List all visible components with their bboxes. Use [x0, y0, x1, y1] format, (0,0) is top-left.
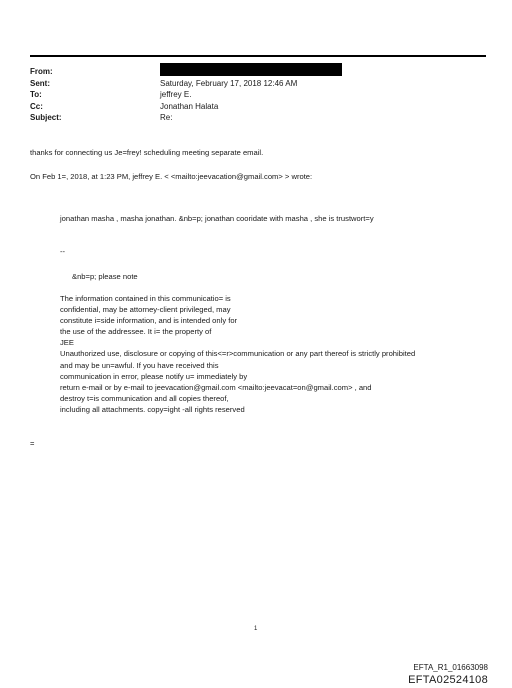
header-divider	[30, 55, 486, 57]
subject-row	[30, 112, 342, 124]
from-label: From:	[30, 67, 53, 76]
reply-line: thanks for connecting us Je=frey! scheduling meeting separate email.	[30, 148, 264, 157]
email-header	[30, 66, 342, 124]
quoted-message: jonathan masha , masha jonathan. &nb=p; jonathan cooridate with masha , she is trustwort=y	[60, 214, 374, 223]
cc-label: Cc:	[30, 101, 43, 111]
please-note: &nb=p; please note	[72, 272, 138, 281]
disclaimer-line: the use of the addressee. It i= the property of	[60, 327, 212, 336]
disclaimer-line: and may be un=awful. If you have received this	[60, 361, 219, 370]
disclaimer-line: Unauthorized use, disclosure or copying of this<=r>communication or any part thereof is strictly prohibited	[60, 349, 416, 358]
disclaimer-line: JEE	[60, 338, 74, 347]
redaction-block	[160, 63, 342, 76]
sent-value: Saturday, February 17, 2018 12:46 AM	[160, 78, 298, 88]
disclaimer-line: confidential, may be attorney-client privileged, may	[60, 305, 231, 314]
disclaimer-line: The information contained in this communicatio= is	[60, 294, 231, 303]
to-value: jeffrey E.	[160, 90, 192, 99]
disclaimer-line: destroy t=is communication and all copies thereof,	[60, 394, 229, 403]
sent-label: Sent:	[30, 78, 50, 88]
bates-number-primary: EFTA_R1_01663098	[413, 663, 488, 672]
signature-dashes: --	[60, 247, 66, 256]
subject-value: Re:	[160, 113, 173, 122]
bates-number-secondary: EFTA02524108	[408, 674, 488, 686]
page-number: 1	[254, 626, 258, 632]
from-row	[30, 66, 342, 78]
to-label: To:	[30, 90, 42, 99]
to-row	[30, 89, 342, 101]
disclaimer-line: constitute i=side information, and is intended only for	[60, 316, 238, 325]
subject-label: Subject:	[30, 113, 62, 122]
sent-row	[30, 78, 342, 90]
cc-row	[30, 101, 342, 113]
disclaimer-line: communication in error, please notify u= immediately by	[60, 372, 248, 381]
disclaimer-line: including all attachments. copy=ight -all rights reserved	[60, 405, 245, 414]
trailing-equals: =	[30, 439, 35, 448]
cc-value: Jonathan Halata	[160, 101, 219, 111]
quote-intro: On Feb 1=, 2018, at 1:23 PM, jeffrey E. < <mailto:jeevacation@gmail.com> > wrote:	[30, 172, 313, 181]
from-redaction	[160, 66, 342, 78]
disclaimer-line: return e-mail or by e-mail to jeevacation@gmail.com <mailto:jeevacat=on@gmail.com> , and	[60, 383, 372, 392]
